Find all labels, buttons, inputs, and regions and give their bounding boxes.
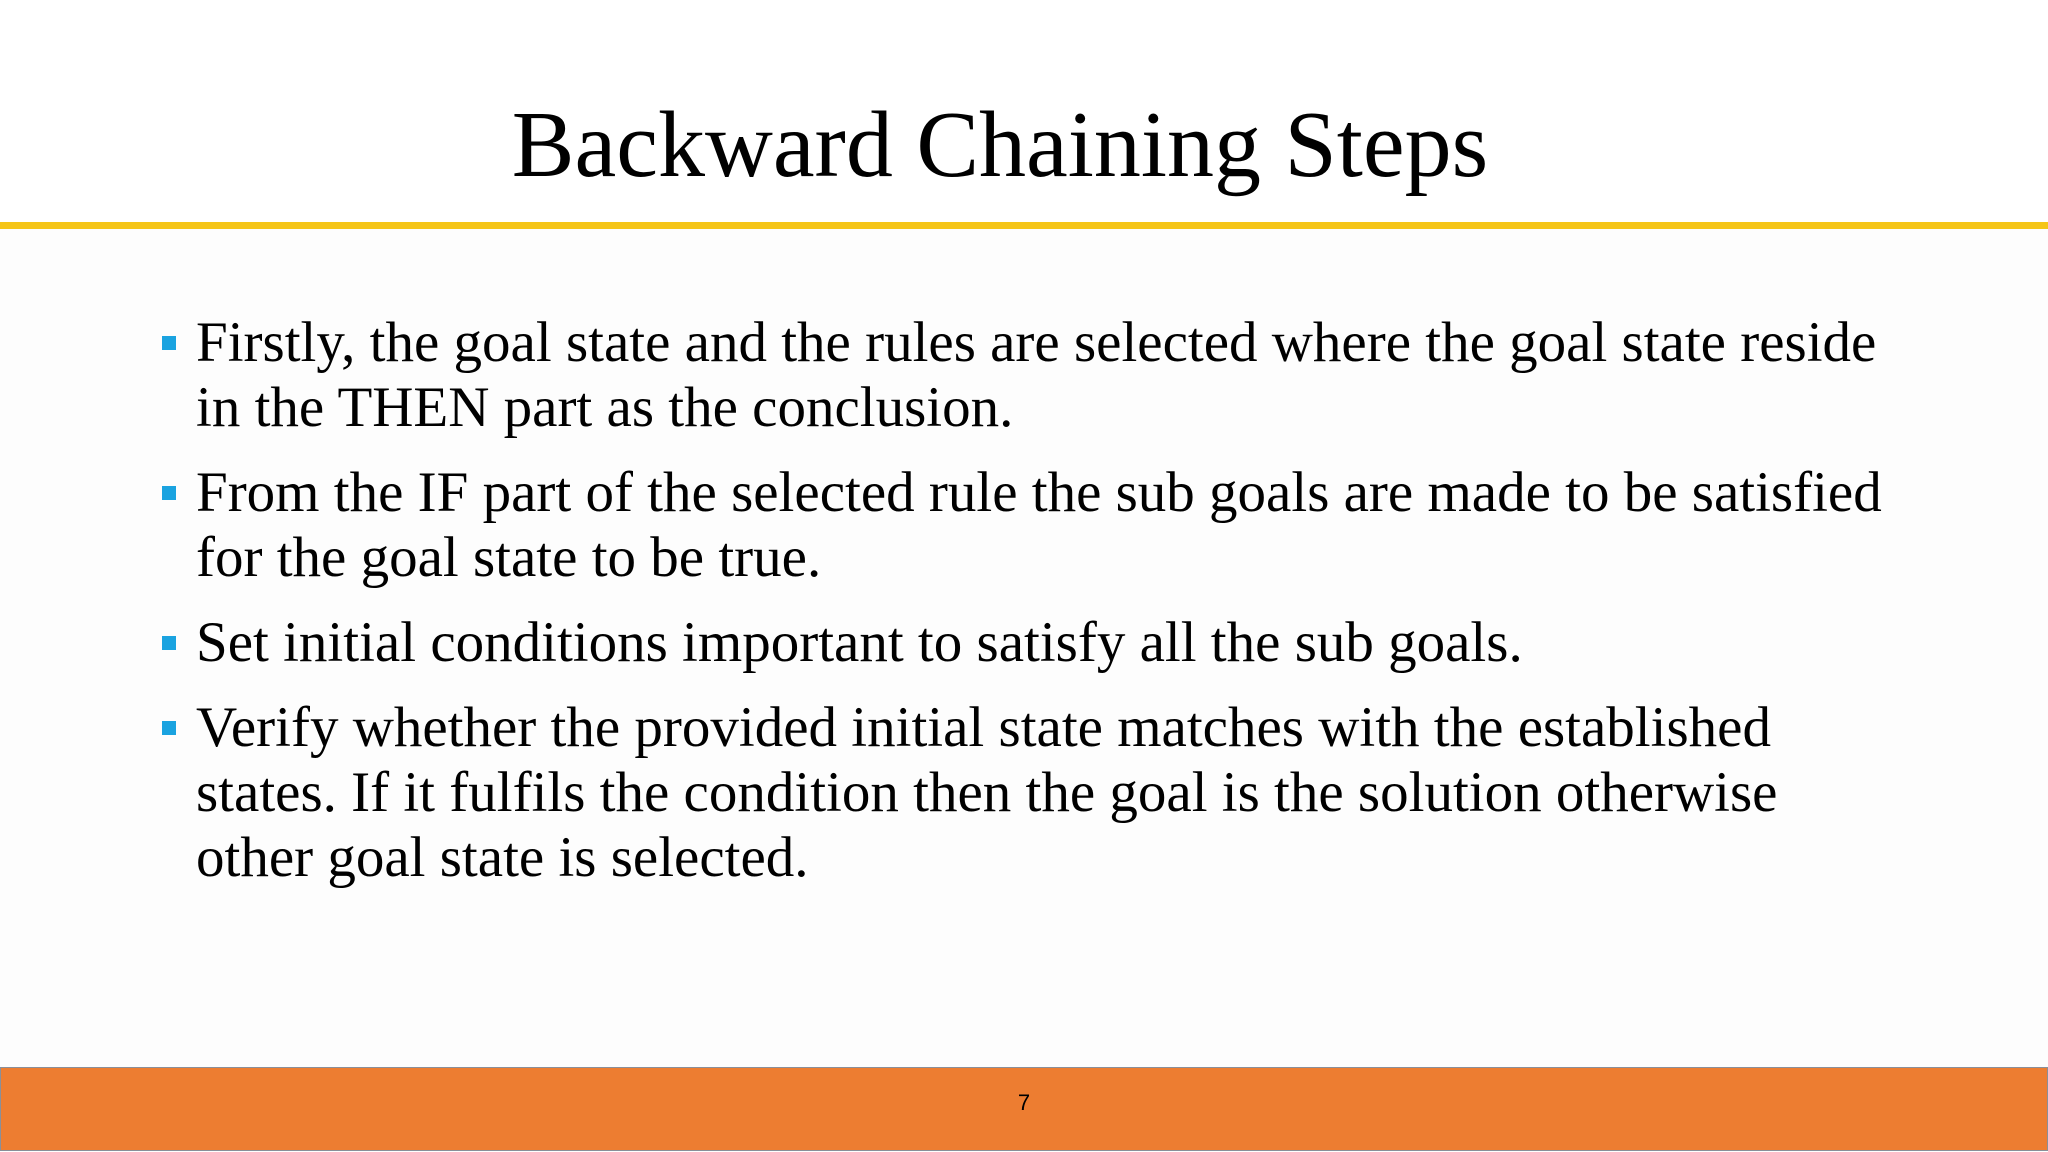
bullet-item <box>160 460 1900 590</box>
square-bullet-icon <box>162 636 176 650</box>
title-area <box>0 0 2048 224</box>
bullet-item <box>160 310 1900 440</box>
bullet-item <box>160 610 1900 675</box>
bullet-text: Firstly, the goal state and the rules are selected where the goal state reside in the THEN part as the conclusion. <box>196 311 1877 439</box>
bullet-text: From the IF part of the selected rule the sub goals are made to be satisfied for the goal state to be true. <box>196 461 1882 589</box>
square-bullet-icon <box>162 721 176 735</box>
square-bullet-icon <box>162 486 176 500</box>
bullet-item <box>160 695 1900 890</box>
bullet-list <box>160 310 1900 910</box>
slide-number: 7 <box>1017 1090 1031 1115</box>
bullet-text: Set initial conditions important to satisfy all the sub goals. <box>196 611 1523 674</box>
footer-bar <box>0 1067 2048 1151</box>
slide-title: Backward Chaining Steps <box>511 93 1489 197</box>
title-divider <box>0 222 2048 229</box>
square-bullet-icon <box>162 336 176 350</box>
bullet-text: Verify whether the provided initial state matches with the established states. If it fulfils the condition then the goal is the solution otherwise other goal state is selected. <box>196 696 1778 889</box>
